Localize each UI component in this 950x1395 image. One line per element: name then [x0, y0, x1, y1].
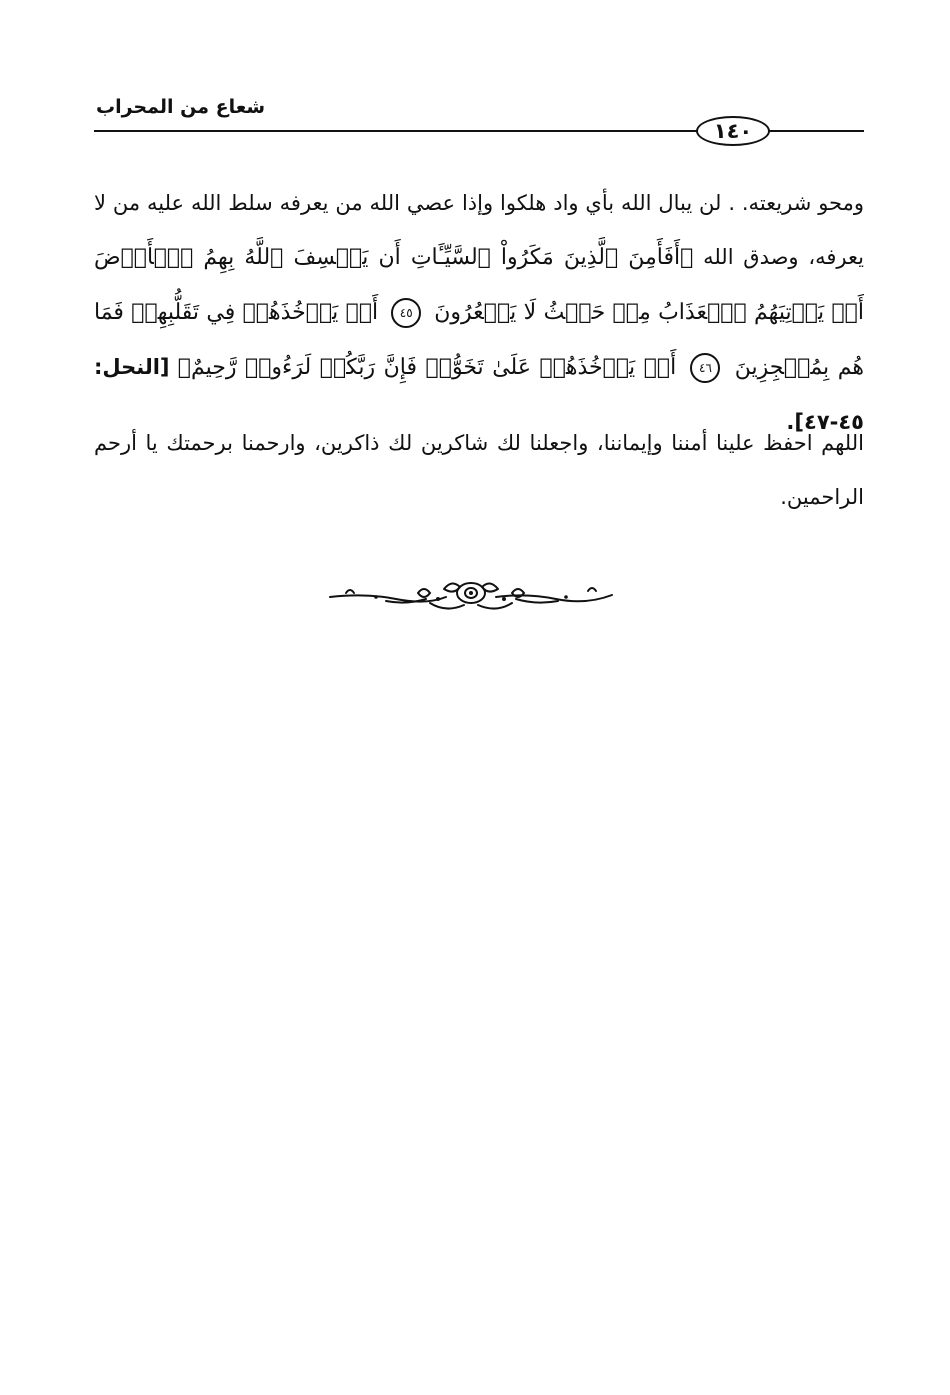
paragraph-2	[94, 416, 864, 524]
quran-verse-part-2: أَوۡ يَأۡخُذَهُمۡ فِي تَقَلُّبِهِمۡ فَمَا هُم بِمُعۡجِزِينَ	[94, 300, 864, 380]
paragraph-1-intro: ومحو شريعته. . لن يبال الله بأي واد هلكوا وإذا عصي الله من يعرفه سلط الله عليه من لا يعرفه، وصدق الله	[94, 191, 864, 269]
page-header	[0, 0, 950, 170]
book-title: شعاع من المحراب	[96, 96, 266, 118]
header-rule-right	[768, 130, 864, 132]
paragraph-2-text: اللهم احفظ علينا أمننا وإيماننا، واجعلنا لك شاكرين لك ذاكرين، وارحمنا برحمتك يا أرحم الراحمين.	[94, 431, 864, 509]
header-rule-left	[94, 130, 698, 132]
quran-verse-part-1: ﴿أَفَأَمِنَ ٱلَّذِينَ مَكَرُواْ ٱلسَّيِّـَٔاتِ أَن يَخۡسِفَ ٱللَّهُ بِهِمُ ٱلۡأَرۡضَ أَوۡ يَأۡتِيَهُمُ ٱلۡعَذَابُ مِنۡ حَيۡثُ لَا يَشۡعُرُونَ	[94, 245, 864, 325]
verse-number-46: ٤٦	[690, 353, 720, 383]
ornament-divider-icon	[326, 575, 616, 615]
verse-number-45: ٤٥	[391, 298, 421, 328]
quran-verse-part-3: أَوۡ يَأۡخُذَهُمۡ عَلَىٰ تَخَوُّفٖ فَإِنَّ رَبَّكُمۡ لَرَءُوفٞ رَّحِيمٌ﴾	[177, 355, 677, 380]
paragraph-1	[94, 176, 864, 449]
page-number: ١٤٠	[696, 116, 770, 146]
surah-citation: [النحل: ٤٥-٤٧].	[94, 355, 864, 434]
